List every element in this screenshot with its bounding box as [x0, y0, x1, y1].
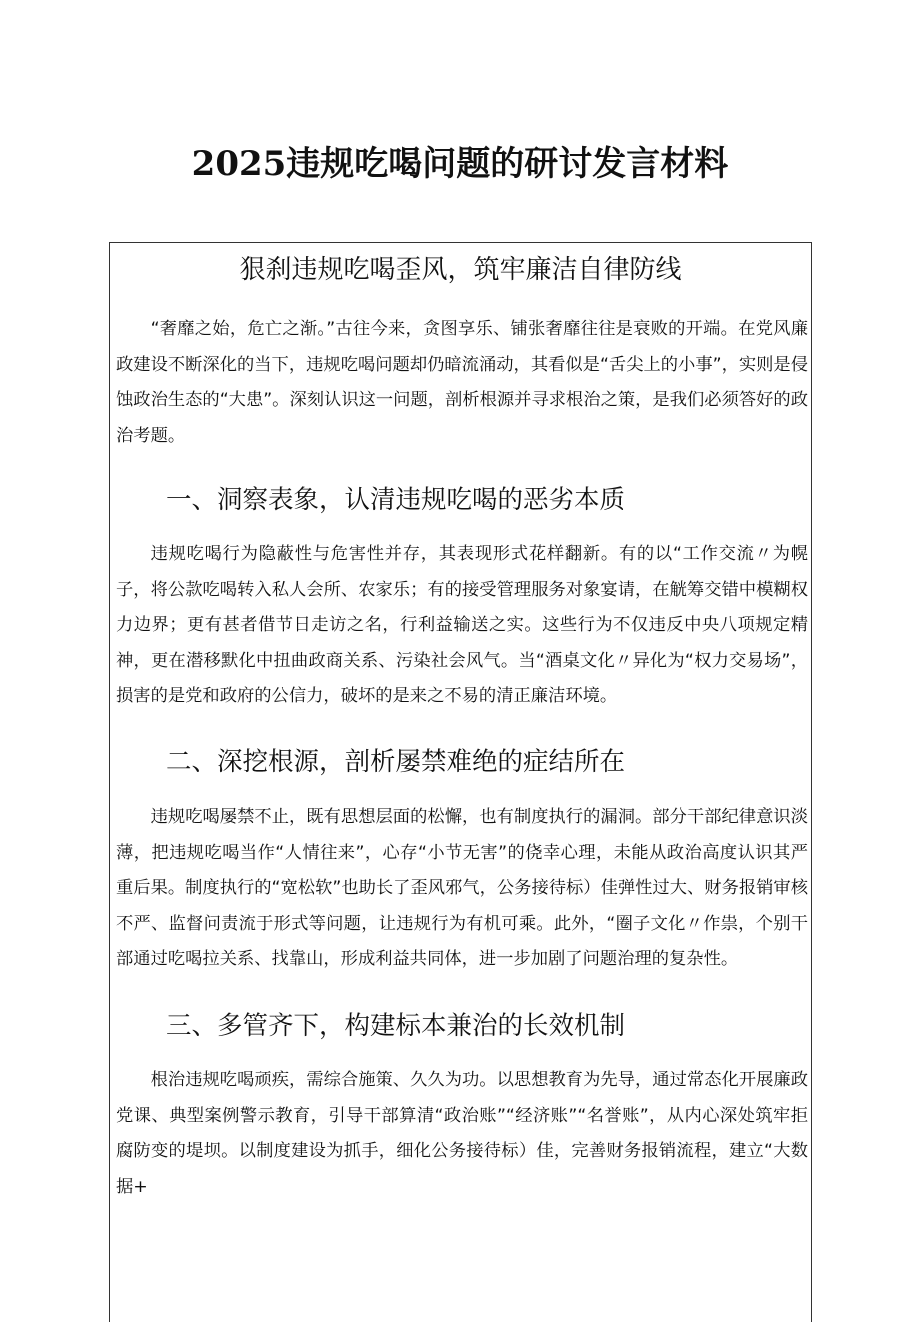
content-frame — [109, 242, 812, 1322]
intro-paragraph: “奢靡之始，危亡之渐。”古往今来，贪图享乐、铺张奢靡往往是衰败的开端。在党风廉政建设不断深化的当下，违规吃喝问题却仍暗流涌动，其看似是“舌尖上的小事”，实则是侵蚀政治生态的“大患”。深刻认识这一问题，剖析根源并寻求根治之策，是我们必须答好的政治考题。 — [116, 319, 808, 446]
section-3-body: 根治违规吃喝顽疾，需综合施策、久久为功。以思想教育为先导，通过常态化开展廉政党课、典型案例警示教育，引导干部算清“政治账”“经济账”“名誉账”，从内心深处筑牢拒腐防变的堤坝。以制度建设为抓手，细化公务接待标）佳，完善财务报销流程，建立“大数据+ — [116, 1070, 808, 1197]
section-2-body: 违规吃喝屡禁不止，既有思想层面的松懈，也有制度执行的漏洞。部分干部纪律意识淡薄，把违规吃喝当作“人情往来”，心存“小节无害”的侥幸心理，未能从政治高度认识其严重后果。制度执行的“宽松软”也助长了歪风邪气，公务接待标）佳弹性过大、财务报销审核不严、监督问责流于形式等问题，让违规行为有机可乘。此外，“圈子文化〃作祟，个别干部通过吃喝拉关系、找靠山，形成利益共同体，进一步加剧了问题治理的复杂性。 — [116, 807, 808, 969]
section-2-heading: 二、深挖根源，剖析屡禁难绝的症结所在 — [166, 747, 626, 777]
document-title: 2025违规吃喝问题的研讨发言材料 — [191, 144, 729, 184]
section-1-body: 违规吃喝行为隐蔽性与危害性并存，其表现形式花样翻新。有的以“工作交流〃为幌子，将公款吃喝转入私人会所、农家乐；有的接受管理服务对象宴请，在觥筹交错中模糊权力边界；更有甚者借节日走访之名，行利益输送之实。这些行为不仅违反中央八项规定精神，更在潜移默化中扭曲政商关系、污染社会风气。当“酒桌文化〃异化为“权力交易场”，损害的是党和政府的公信力，破坏的是来之不易的清正廉洁环境。 — [116, 544, 808, 706]
document-subtitle: 狠刹违规吃喝歪风，筑牢廉洁自律防线 — [239, 255, 682, 285]
section-1-heading: 一、洞察表象，认清违规吃喝的恶劣本质 — [166, 485, 626, 515]
section-3-heading: 三、多管齐下，构建标本兼治的长效机制 — [166, 1011, 626, 1041]
